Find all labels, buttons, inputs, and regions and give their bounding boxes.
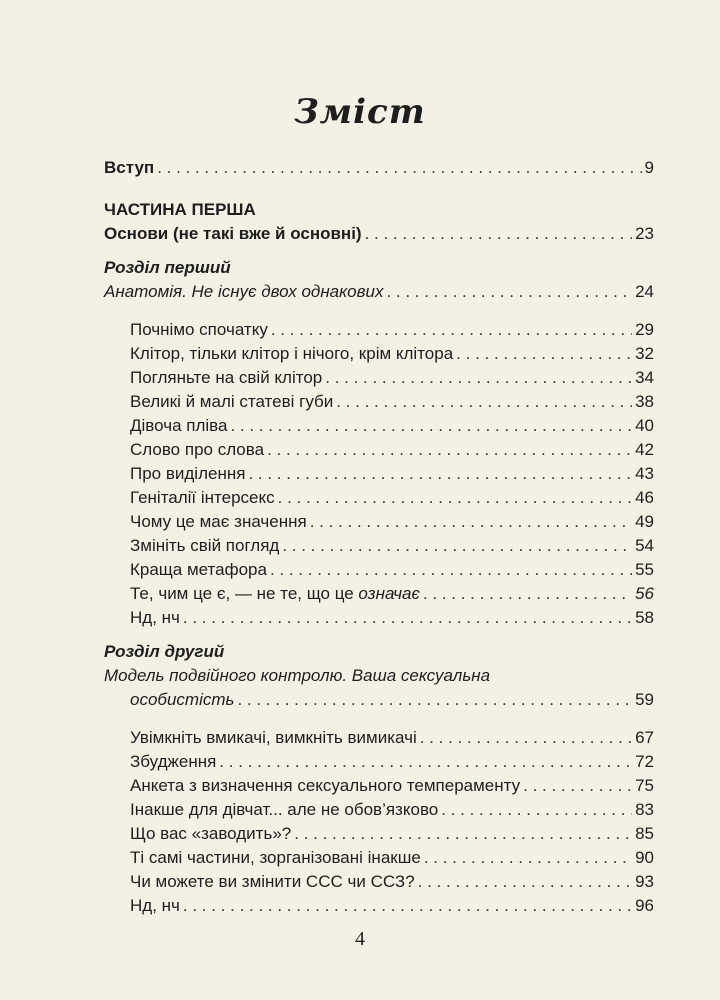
dot-leader [365,224,633,244]
toc-item-page: 55 [635,560,654,579]
toc-item-label: Нд, нч [130,896,180,915]
toc-entry-page: 24 [635,282,654,301]
toc-item-page: 67 [635,728,654,747]
part-heading: ЧАСТИНА ПЕРША [104,200,256,219]
toc-item-label: Збудження [130,752,217,771]
toc-item-page: 56 [635,584,654,603]
toc-item-page: 93 [635,872,654,891]
page-title: Зміст [294,92,426,132]
toc-item [130,392,654,418]
toc-item-label: Увімкніть вмикачі, вимкніть вимикачі [130,728,417,747]
toc-item-label: Ті самі частини, зорганізовані інакше [130,848,421,867]
toc-entry-label: Вступ [104,158,155,177]
toc-item-page: 72 [635,752,654,771]
toc-entry-chapter2 [130,690,654,716]
dot-leader [418,872,632,892]
toc-item [130,584,654,610]
dot-leader [157,158,641,178]
toc-item-page: 32 [635,344,654,363]
toc-item [130,512,654,538]
toc-item-label: Дівоча пліва [130,416,228,435]
toc-item-page: 43 [635,464,654,483]
toc-item-page: 38 [635,392,654,411]
toc-item-page: 42 [635,440,654,459]
toc-item-label-italic: означає [358,584,420,603]
toc-item-label: Інакше для дівчат... але не обов’язково [130,800,439,819]
toc-entry-label: Анатомія. Не існує двох однакових [104,282,384,301]
chapter-heading: Розділ другий [104,642,225,661]
toc-item-label: Краща метафора [130,560,267,579]
toc-item [130,464,654,490]
toc-item-label: Геніталії інтерсекс [130,488,275,507]
toc-item-label: Клітор, тільки клітор і нічого, крім клітора [130,344,454,363]
dot-leader [441,800,632,820]
toc-item-page: 75 [635,776,654,795]
toc-item-page: 58 [635,608,654,627]
toc-item-page: 49 [635,512,654,531]
dot-leader [219,752,632,772]
dot-leader [282,536,632,556]
chapter-title-line1: Модель подвійного контролю. Ваша сексуальна [104,666,491,685]
dot-leader [267,440,632,460]
toc-item [130,416,654,442]
toc-entry-intro [104,158,654,184]
toc-item [130,728,654,754]
toc-item-page: 34 [635,368,654,387]
toc-item-label: Змініть свій погляд [130,536,280,555]
toc-item [130,800,654,826]
toc-item-label: Про виділення [130,464,246,483]
toc-item-label: Що вас «заводить»? [130,824,292,843]
toc-item-page: 96 [635,896,654,915]
toc-item-label [130,584,420,604]
toc-entry-part1 [104,224,654,250]
toc-item-page: 90 [635,848,654,867]
toc-item [130,824,654,850]
dot-leader [294,824,632,844]
dot-leader [183,608,632,628]
chapter-heading: Розділ перший [104,258,231,277]
toc-item-page: 40 [635,416,654,435]
toc-entry-label: особистість [130,690,235,709]
toc-item-page: 83 [635,800,654,819]
toc-item [130,776,654,802]
toc-item-page: 29 [635,320,654,339]
toc-item-label: Погляньте на свій клітор [130,368,323,387]
toc-item-label: Нд, нч [130,608,180,627]
dot-leader [237,690,632,710]
toc-item-label-text: Те, чим це є, — не те, що це [130,584,359,603]
page-number: 4 [355,928,365,950]
toc-item-label: Великі й малі статеві губи [130,392,334,411]
dot-leader [310,512,632,532]
dot-leader [456,344,632,364]
toc-item-label: Чи можете ви змінити ССС чи ССЗ? [130,872,415,891]
dot-leader [183,896,632,916]
dot-leader [278,488,632,508]
dot-leader [336,392,632,412]
dot-leader [424,848,632,868]
toc-item-label: Чому це має значення [130,512,307,531]
toc-item [130,320,654,346]
toc-item [130,752,654,778]
toc-entry-page: 23 [635,224,654,243]
toc-item [130,344,654,370]
dot-leader [248,464,632,484]
toc-item-page: 46 [635,488,654,507]
toc-item-label: Почнімо спочатку [130,320,268,339]
toc-item-label: Анкета з визначення сексуального темпераменту [130,776,521,795]
dot-leader [523,776,632,796]
toc-item [130,608,654,634]
dot-leader [386,282,632,302]
toc-item [130,488,654,514]
dot-leader [420,728,632,748]
toc-entry-label: Основи (не такі вже й основні) [104,224,362,243]
toc-item [130,872,654,898]
toc-item-label: Слово про слова [130,440,265,459]
toc-item [130,560,654,586]
toc-item-page: 85 [635,824,654,843]
dot-leader [325,368,632,388]
toc-entry-page: 59 [635,690,654,709]
dot-leader [423,584,632,604]
toc-entry-chapter1 [104,282,654,308]
toc-item [130,368,654,394]
toc-item [130,896,654,922]
toc-item [130,536,654,562]
toc-item [130,440,654,466]
toc-item [130,848,654,874]
toc-item-page: 54 [635,536,654,555]
toc-entry-page: 9 [644,158,654,177]
dot-leader [270,560,632,580]
dot-leader [230,416,632,436]
dot-leader [271,320,632,340]
